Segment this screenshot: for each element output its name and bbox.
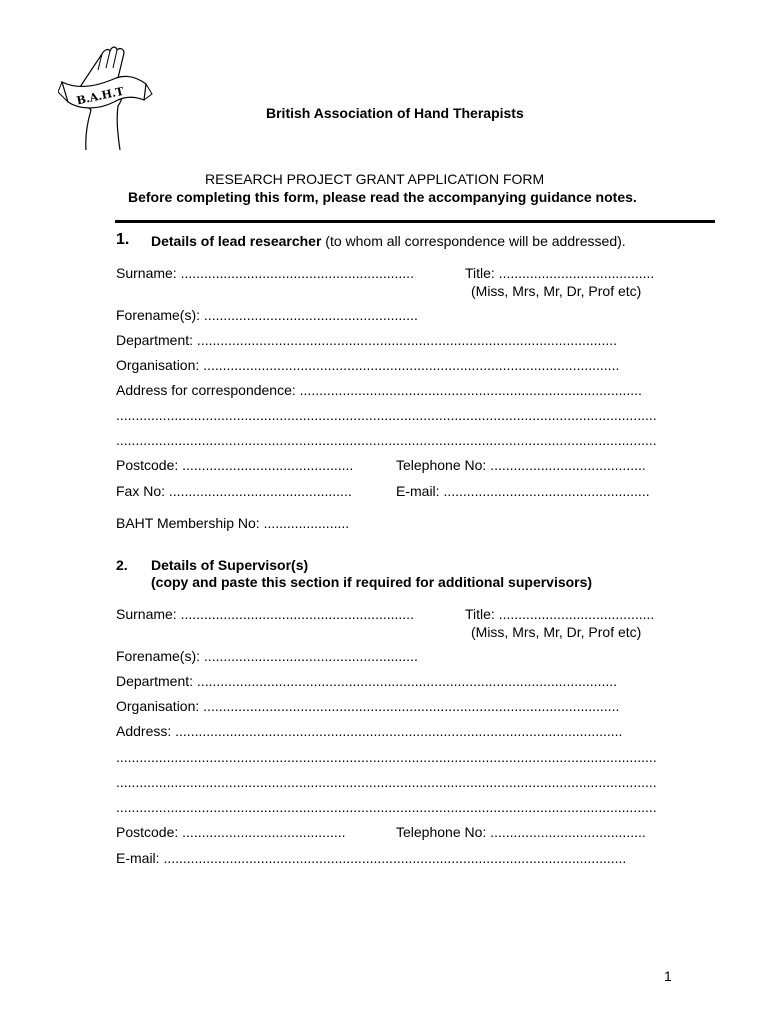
s2-postcode-field[interactable]: Postcode: .......................................... — [116, 824, 346, 840]
s1-address-field[interactable]: Address for correspondence: ........................................................................................ — [116, 382, 642, 398]
s1-organisation-field[interactable]: Organisation: ........................................................................................................... — [116, 357, 620, 373]
s1-membership-field[interactable]: BAHT Membership No: ...................... — [116, 515, 350, 531]
s2-email-field[interactable]: E-mail: ....................................................................................................................... — [116, 850, 627, 866]
section1-number: 1. — [116, 231, 130, 248]
page-number: 1 — [664, 968, 672, 984]
s1-address-line3[interactable]: ........................................................................................................................................... — [116, 432, 657, 448]
section1-heading — [151, 233, 626, 249]
s1-department-field[interactable]: Department: ............................................................................................................ — [116, 332, 618, 348]
s2-address-line2[interactable]: ........................................................................................................................................... — [116, 749, 657, 765]
s2-department-field[interactable]: Department: ............................................................................................................ — [116, 673, 618, 689]
section1-heading-rest: (to whom all correspondence will be addressed). — [321, 233, 626, 249]
section1-heading-bold: Details of lead researcher — [151, 233, 322, 249]
s1-postcode-field[interactable]: Postcode: ............................................ — [116, 457, 354, 473]
s1-surname-field[interactable]: Surname: ............................................................ — [116, 265, 414, 281]
s2-forenames-field[interactable]: Forename(s): ....................................................... — [116, 648, 418, 664]
s1-fax-field[interactable]: Fax No: ............................................... — [116, 483, 352, 499]
section2-subheading: (copy and paste this section if required for additional supervisors) — [151, 574, 593, 590]
s2-surname-field[interactable]: Surname: ............................................................ — [116, 606, 414, 622]
s1-telephone-field[interactable]: Telephone No: ........................................ — [396, 457, 646, 473]
form-title: RESEARCH PROJECT GRANT APPLICATION FORM — [205, 171, 545, 187]
section-divider — [115, 220, 715, 223]
logo-text: B.A.H.T — [75, 84, 126, 108]
org-name: British Association of Hand Therapists — [266, 105, 524, 121]
s1-title-field[interactable]: Title: ........................................ — [465, 265, 655, 281]
form-subtitle: Before completing this form, please read the accompanying guidance notes. — [128, 189, 637, 205]
s2-title-hint: (Miss, Mrs, Mr, Dr, Prof etc) — [471, 624, 642, 640]
s1-forenames-field[interactable]: Forename(s): ....................................................... — [116, 307, 418, 323]
baht-logo — [58, 40, 153, 152]
s1-email-field[interactable]: E-mail: ..................................................... — [396, 483, 650, 499]
s2-title-field[interactable]: Title: ........................................ — [465, 606, 655, 622]
section2-number: 2. — [116, 557, 128, 573]
s2-address-line4[interactable]: ........................................................................................................................................... — [116, 799, 657, 815]
s2-organisation-field[interactable]: Organisation: ........................................................................................................... — [116, 698, 620, 714]
s2-address-field[interactable]: Address: ................................................................................................................... — [116, 723, 623, 739]
s2-address-line3[interactable]: ........................................................................................................................................... — [116, 774, 657, 790]
s1-title-hint: (Miss, Mrs, Mr, Dr, Prof etc) — [471, 283, 642, 299]
s1-address-line2[interactable]: ........................................................................................................................................... — [116, 407, 657, 423]
section2-heading: Details of Supervisor(s) — [151, 557, 309, 573]
s2-telephone-field[interactable]: Telephone No: ........................................ — [396, 824, 646, 840]
